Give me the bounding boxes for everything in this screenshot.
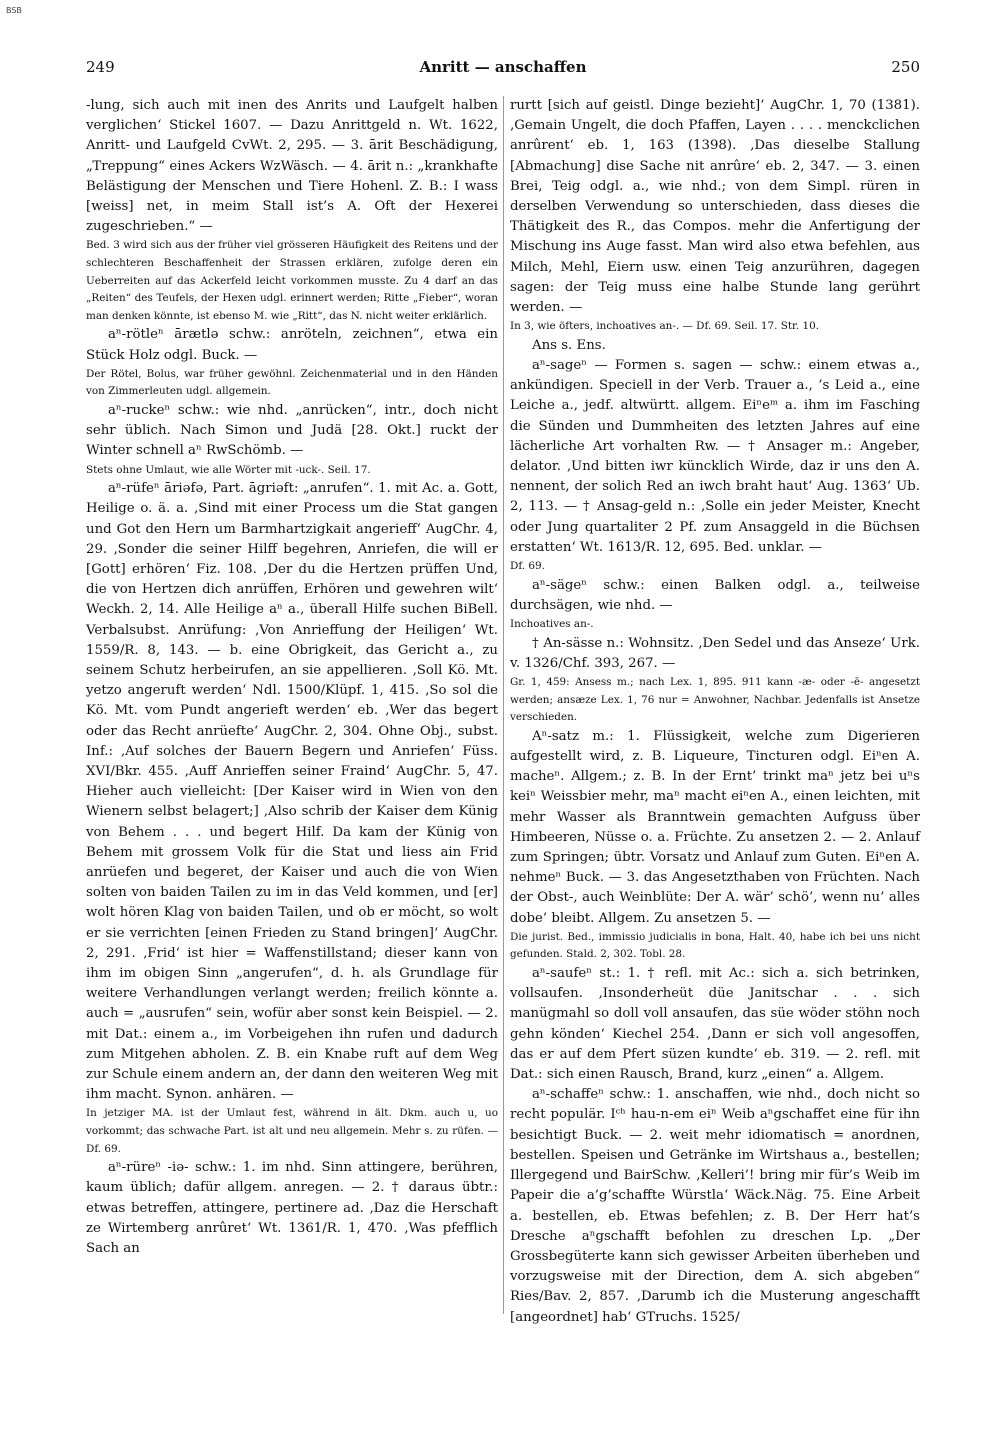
entry-note: Stets ohne Umlaut, wie alle Wörter mit -uck-. Seil. 17. [86,463,371,476]
page-header [86,58,920,80]
entry-note: Bed. 3 wird sich aus der früher viel grösseren Häufigkeit des Reitens und der schlechteren Beschaffenheit der Strassen erklären, zufolge deren ein Ueberreiten auf das Ackerfeld leicht vorkommen musste. Zu 4 darf an das „Reiten“ des Teufels, der Hexen udgl. erinnert werden; Ritte „Fieber“, woran man denken könnte, ist ebenso M. wie „Ritt“, das N. nicht weiter erklärlich. [86,239,498,322]
entry-paragraph: aⁿ-schaffeⁿ schw.: 1. anschaffen, wie nhd., doch nicht so recht populär. Iᶜʰ hau-n-em eiⁿ Weib aⁿgschaffet eine für ihn besichtigt Buck. — 2. weit mehr idiomatisch = anordnen, bestellen. Speisen und Getränke im Wirtshaus a., bestellen; Illergegend und BairSchw. ‚Kelleri’! bring mir für’s Weib im Papeir die a’g’schaffte Würstla‘ Wäck.Näg. 75. Eine Arbeit a. bestellen, eb. Etwas befehlen; z. B. Der Herr hat’s Dresche aⁿgschafft befohlen zu dreschen Lp. „Der Grossbegüterte kann sich gewisser Arbeiten überheben und vorzugsweise mit der Direction, dem A. sich abgeben“ Ries/Bav. 2, 857. ‚Darumb ich die Musterung angeschafft [angeordnet] hab‘ GTruchs. 1525/ [510,1087,920,1325]
running-title: Anritt — anschaffen [419,58,587,76]
entry-paragraph: † An-sässe n.: Wohnsitz. ‚Den Sedel und das Anseze‘ Urk. v. 1326/Chf. 393, 267. — [510,635,920,671]
entry-paragraph: aⁿ-rüfeⁿ āriəfə, Part. āgriəft: „anrufen“. 1. mit Ac. a. Gott, Heilige o. ä. a. ‚Sind mit einer Process um die Stat gangen und Got den Hern um Barmhartzigkait angerieff‘ AugChr. 4, 29. ‚Sonder die seiner Hilff begehren, Anriefen, die will er [Gott] erhören‘ Fiz. 108. ‚Der du die Hertzen prüffen Und, die von Hertzen dich anrüffen, Erhören und gewehren wilt‘ Weckh. 2, 14. Alle Heilige aⁿ a., überall Hilfe suchen BiBell. Verbalsubst. Anrüfung: ‚Von Anrieffung der Heiligen‘ Wt. 1559/R. 8, 143. — b. eine Obrigkeit, das Gericht a., zu seinem Schutz herbeirufen, an sie appellieren. ‚Soll Kö. Mt. yetzo angeruft werden‘ Ndl. 1500/Klüpf. 1, 415. ‚So sol die Kö. Mt. vom Pundt angerieft werden‘ eb. ‚Wer das begert oder das Recht anrüefte‘ AugChr. 2, 304. Ohne Obj., subst. Inf.: ‚Auf solches der Bauern Begern und Anriefen‘ Füss. XVI/Bkr. 455. ‚Auff Anrieffen seiner Fraind‘ AugChr. 5, 47. Hieher auch vielleicht: [Der Kaiser wird in Wien von den Wienern selbst belagert;] ‚Also schrib der Kaiser dem Künig von Behem . . . und begert Hilf. Da kam der Künig von Behem mit grossem Volk für die Stat und liess ain Frid anrüefen und begeret, der Kaiser und auch die von Wien solten von baiden Tailen zu im in das Veld kommen, und [er] wolt hören Klag von baiden Tailen, und ob er möcht, so wolt er sie verrichten [einen Frieden zu Stand bringen]‘ AugChr. 2, 291. ‚Frid‘ ist hier = Waffenstillstand; dieser kann von ihm im obigen Sinn „angerufen“, d. h. als Grundlage für weitere Verhandlungen verlangt werden; freilich könnte a. auch = „ausrufen“ sein, wofür aber sonst kein Beispiel. — 2. mit Dat.: einem a., im Vorbeigehen ihn rufen und dadurch zum Mitgehen abholen. Z. B. ein Knabe ruft auf dem Weg zur Schule einem andern an, der dann den weiteren Weg mit ihm macht. Synon. anhären. — [86,481,498,1103]
entry-note: Der Rötel, Bolus, war früher gewöhnl. Zeichenmaterial und in den Händen von Zimmerleuten udgl. allgemein. [86,367,498,398]
entry-paragraph: aⁿ-sägeⁿ schw.: einen Balken odgl. a., teilweise durchsägen, wie nhd. — [510,577,920,613]
entry-paragraph: aⁿ-ruckeⁿ schw.: wie nhd. „anrücken“, intr., doch nicht sehr üblich. Nach Simon und Judä [28. Okt.] ruckt der Winter schnell aⁿ RwSchömb. — [86,402,498,459]
entry-paragraph: Ans s. Ens. [532,337,606,353]
entry-paragraph: Aⁿ-satz m.: 1. Flüssigkeit, welche zum Digerieren aufgestellt wird, z. B. Liqueure, Tincturen odgl. Eiⁿen A. macheⁿ. Allgem.; z. B. In der Ernt’ trinkt maⁿ jetz bei uⁿs keiⁿ Weissbier mehr, maⁿ macht eiⁿen A., einen leichten, mit mehr Wasser als Branntwein gemachten Aufguss über Himbeeren, Nüsse o. a. Früchte. Zu ansetzen 2. — 2. Anlauf zum Springen; übtr. Vorsatz und Anlauf zum Guten. Eiⁿen A. nehmeⁿ Buck. — 3. das Angesetzthaben von Früchten. Nach der Obst-, auch Weinblüte: Der A. wär’ schö’, wenn nu’ alles dobe’ bleibt. Allgem. Zu ansetzen 5. — [510,728,920,926]
entry-paragraph: aⁿ-rüreⁿ -iə- schw.: 1. im nhd. Sinn attingere, berühren, kaum üblich; dafür allgem. anregen. — 2. † daraus übtr.: etwas betreffen, attingere, pertinere ad. ‚Daz die Herschaft ze Wirtemberg anrûret‘ Wt. 1361/R. 1, 470. ‚Was pfefflich Sach an [86,1160,498,1257]
entry-note: Df. 69. [510,560,545,573]
entry-note: Die jurist. Bed., immissio judicialis in bona, Halt. 40, habe ich bei uns nicht gefunden. Stald. 2, 302. Tobl. 28. [510,930,920,961]
page-number-right: 250 [891,58,920,76]
left-column [86,96,498,1316]
entry-paragraph: aⁿ-rötleⁿ ārætlə schw.: anröteln, zeichnen“, etwa ein Stück Holz odgl. Buck. — [86,327,498,363]
right-column [510,96,920,1325]
column-divider [503,96,504,1314]
entry-note: In jetziger MA. ist der Umlaut fest, während in ält. Dkm. auch u, uo vorkommt; das schwache Part. ist alt und neu allgemein. Mehr s. zu rüfen. — Df. 69. [86,1107,498,1155]
entry-paragraph: -lung, sich auch mit inen des Anrits und Laufgelt halben verglichen‘ Stickel 1607. — Dazu Anrittgeld n. Wt. 1622, Anritt- und Laufgeld CvWt. 2, 295. — 3. ārit Beschädigung, „Treppung“ eines Ackers WzWäsch. — 4. ārit n.: „krankhafte Belästigung der Menschen und Tiere Hohenl. Z. B.: I wass [weiss] net, in meim Stall ist’s A. Oft der Hexerei zugeschrieben.“ — [86,98,498,235]
page-number-left: 249 [86,58,115,76]
library-stamp: BSB [6,6,22,15]
entry-paragraph: rurtt [sich auf geistl. Dinge bezieht]‘ AugChr. 1, 70 (1381). ‚Gemain Ungelt, die doch Pfaffen, Layen . . . . menckclichen anrûrent‘ eb. 1, 163 (1398). ‚Das dieselbe Stallung [Abmachung] dise Sache nit anrûre‘ eb. 2, 347. — 3. einen Brei, Teig odgl. a., wie nhd.; von dem Simpl. rüren in derselben Verwendung so unterschieden, dass dieses die Thätigkeit des R., das Compos. mehr die Anfertigung der Mischung ins Auge fasst. Man wird also etwa befehlen, aus Milch, Mehl, Eiern usw. einen Teig anzurühren, dagegen sagen: der Teig muss eine halbe Stunde lang gerührt werden. — [510,98,920,316]
entry-note: Gr. 1, 459: Ansess m.; nach Lex. 1, 895. 911 kann -æ- oder -ē- angesetzt werden; ansæze Lex. 1, 76 nur = Anwohner, Nachbar. Jedenfalls ist Ansetze verschieden. [510,676,920,724]
entry-paragraph: aⁿ-sageⁿ — Formen s. sagen — schw.: einem etwas a., ankündigen. Speciell in der Verb. Trauer a., ’s Leid a., eine Leiche a., jedf. altwürtt. allgem. Eiⁿeᵐ a. ihm im Fasching die Sünden und Dummheiten des letzten Jahres auf eine lächerliche Art vorhalten Rw. — † Ansager m.: Angeber, delator. ‚Und bitten iwr küncklich Wirde, daz ir uns den A. nennent, der solich Red an iwch braht haut‘ Aug. 1363‘ Ub. 2, 113. — † Ansag-geld n.: ‚Solle ein jeder Meister, Knecht oder Jung quartaliter 2 Pf. zum Ansaggeld in die Büchsen erstatten‘ Wt. 1613/R. 12, 695. Bed. unklar. — [510,358,920,555]
entry-paragraph: aⁿ-saufeⁿ st.: 1. † refl. mit Ac.: sich a. sich betrinken, vollsaufen. ‚Insonderheüt düe Janitschar . . . sich manügmahl so doll voll ansaufen, das süe wöder stöhn noch gehn könden‘ Kiechel 254. ‚Dann er sich voll angesoffen, das er auf dem Pfert süzen kundte‘ eb. 319. — 2. refl. mit Dat.: sich einen Rausch, Brand, kurz „einen“ a. Allgem. [510,966,920,1083]
entry-note: In 3, wie öfters, inchoatives an-. — Df. 69. Seil. 17. Str. 10. [510,320,819,333]
entry-note: Inchoatives an-. [510,618,594,631]
